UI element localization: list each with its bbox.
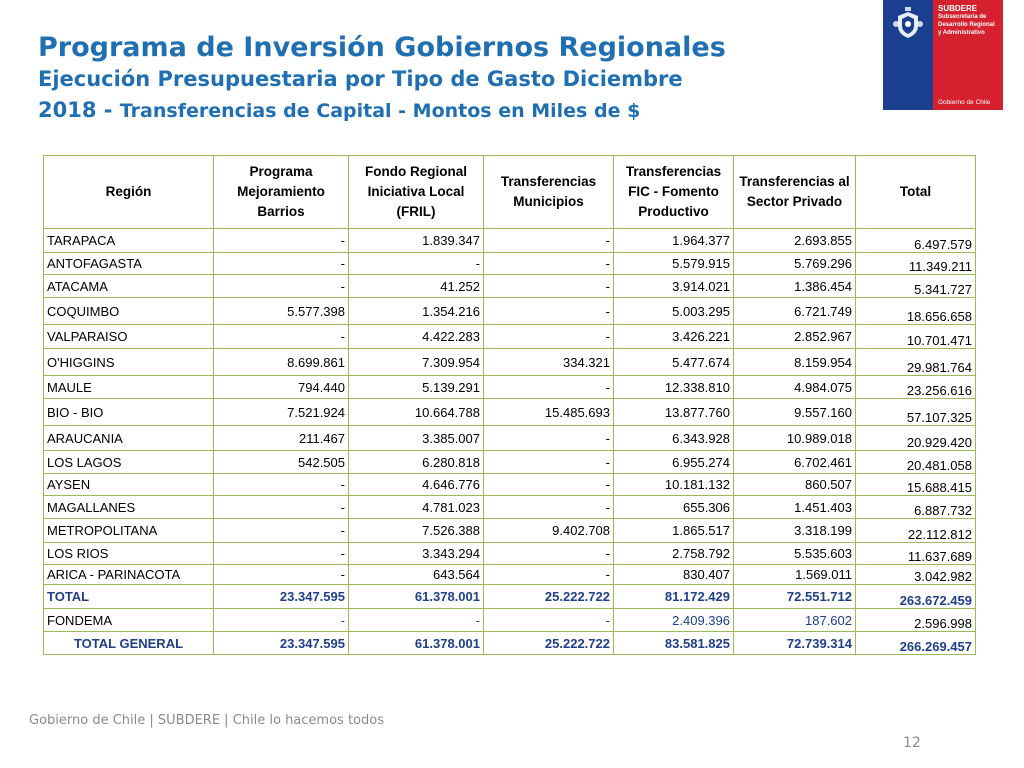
- value-cell: -: [214, 543, 349, 565]
- value-cell: 542.505: [214, 451, 349, 474]
- value-cell: 29.981.764: [856, 349, 976, 376]
- value-cell: 830.407: [614, 565, 734, 585]
- value-cell: 6.343.928: [614, 426, 734, 451]
- value-cell: 6.280.818: [349, 451, 484, 474]
- value-cell: -: [484, 426, 614, 451]
- value-cell: 5.535.603: [734, 543, 856, 565]
- value-cell: 22.112.812: [856, 519, 976, 543]
- region-cell: MAGALLANES: [44, 496, 214, 519]
- value-cell: 187.602: [734, 609, 856, 632]
- value-cell: 5.341.727: [856, 275, 976, 298]
- value-cell: 655.306: [614, 496, 734, 519]
- value-cell: 11.637.689: [856, 543, 976, 565]
- table-row: [44, 325, 976, 349]
- value-cell: 4.646.776: [349, 474, 484, 496]
- region-cell: ARICA - PARINACOTA: [44, 565, 214, 585]
- value-cell: 3.318.199: [734, 519, 856, 543]
- table-row: [44, 496, 976, 519]
- value-cell: -: [484, 496, 614, 519]
- value-cell: -: [214, 519, 349, 543]
- value-cell: 15.485.693: [484, 399, 614, 426]
- value-cell: 10.664.788: [349, 399, 484, 426]
- value-cell: -: [484, 474, 614, 496]
- value-cell: -: [349, 253, 484, 275]
- logo-org-block: [938, 4, 995, 37]
- value-cell: 23.256.616: [856, 376, 976, 399]
- value-cell: 266.269.457: [856, 632, 976, 655]
- fondema-row: [44, 609, 976, 632]
- col-header-region: Región: [44, 156, 214, 229]
- value-cell: 794.440: [214, 376, 349, 399]
- subdere-logo: [883, 0, 1003, 110]
- grand-total-row: [44, 632, 976, 655]
- footer-text: Gobierno de Chile | SUBDERE | Chile lo hacemos todos: [29, 713, 384, 728]
- value-cell: -: [484, 565, 614, 585]
- value-cell: 4.422.283: [349, 325, 484, 349]
- table-row: [44, 376, 976, 399]
- value-cell: 8.699.861: [214, 349, 349, 376]
- title-line-2: Ejecución Presupuestaria por Tipo de Gasto Diciembre: [38, 67, 683, 91]
- value-cell: 4.781.023: [349, 496, 484, 519]
- logo-gov-label: Gobierno de Chile: [938, 99, 991, 106]
- region-cell: BIO - BIO: [44, 399, 214, 426]
- value-cell: 25.222.722: [484, 585, 614, 609]
- value-cell: -: [484, 298, 614, 325]
- value-cell: 5.477.674: [614, 349, 734, 376]
- value-cell: 3.042.982: [856, 565, 976, 585]
- table-row: [44, 399, 976, 426]
- value-cell: 5.579.915: [614, 253, 734, 275]
- value-cell: 15.688.415: [856, 474, 976, 496]
- value-cell: -: [484, 376, 614, 399]
- value-cell: 1.839.347: [349, 229, 484, 253]
- table-body: [44, 229, 976, 655]
- col-header-fril: Fondo Regional Iniciativa Local (FRIL): [349, 156, 484, 229]
- total-row: [44, 585, 976, 609]
- logo-red-panel: [933, 0, 1003, 110]
- value-cell: 6.702.461: [734, 451, 856, 474]
- value-cell: -: [484, 325, 614, 349]
- title-line-1: Programa de Inversión Gobiernos Regionales: [38, 32, 726, 63]
- value-cell: 12.338.810: [614, 376, 734, 399]
- value-cell: 10.989.018: [734, 426, 856, 451]
- region-cell: LOS RIOS: [44, 543, 214, 565]
- value-cell: 57.107.325: [856, 399, 976, 426]
- value-cell: 2.758.792: [614, 543, 734, 565]
- region-cell: MAULE: [44, 376, 214, 399]
- value-cell: 3.426.221: [614, 325, 734, 349]
- table-row: [44, 253, 976, 275]
- title-line-3: [38, 96, 868, 126]
- logo-org-desc-1: Subsecretaría de: [938, 14, 987, 20]
- value-cell: 20.481.058: [856, 451, 976, 474]
- value-cell: 72.739.314: [734, 632, 856, 655]
- page-title: [38, 32, 868, 126]
- value-cell: 2.409.396: [614, 609, 734, 632]
- value-cell: 3.343.294: [349, 543, 484, 565]
- region-cell: ATACAMA: [44, 275, 214, 298]
- value-cell: 263.672.459: [856, 585, 976, 609]
- table-row: [44, 519, 976, 543]
- coat-of-arms-icon: [888, 4, 928, 44]
- value-cell: -: [214, 496, 349, 519]
- value-cell: -: [484, 543, 614, 565]
- value-cell: 8.159.954: [734, 349, 856, 376]
- value-cell: 25.222.722: [484, 632, 614, 655]
- value-cell: -: [484, 275, 614, 298]
- value-cell: 5.769.296: [734, 253, 856, 275]
- value-cell: -: [214, 229, 349, 253]
- title-subtitle: Transferencias de Capital - Montos en Miles de $: [119, 100, 641, 122]
- region-cell: TARAPACA: [44, 229, 214, 253]
- value-cell: 1.451.403: [734, 496, 856, 519]
- value-cell: 10.701.471: [856, 325, 976, 349]
- value-cell: 13.877.760: [614, 399, 734, 426]
- region-cell: ANTOFAGASTA: [44, 253, 214, 275]
- region-cell: TOTAL: [44, 585, 214, 609]
- region-cell: O'HIGGINS: [44, 349, 214, 376]
- value-cell: 20.929.420: [856, 426, 976, 451]
- value-cell: -: [484, 253, 614, 275]
- region-cell: FONDEMA: [44, 609, 214, 632]
- value-cell: 3.914.021: [614, 275, 734, 298]
- table-row: [44, 298, 976, 325]
- value-cell: 1.569.011: [734, 565, 856, 585]
- value-cell: -: [214, 609, 349, 632]
- value-cell: 1.386.454: [734, 275, 856, 298]
- value-cell: 6.497.579: [856, 229, 976, 253]
- logo-org-desc-2: Desarrollo Regional: [938, 22, 995, 28]
- logo-org-name: SUBDERE: [938, 4, 978, 13]
- value-cell: 41.252: [349, 275, 484, 298]
- value-cell: 3.385.007: [349, 426, 484, 451]
- value-cell: 1.964.377: [614, 229, 734, 253]
- table-row: [44, 349, 976, 376]
- value-cell: 61.378.001: [349, 632, 484, 655]
- value-cell: 4.984.075: [734, 376, 856, 399]
- table-row: [44, 474, 976, 496]
- value-cell: 1.865.517: [614, 519, 734, 543]
- region-cell: ARAUCANIA: [44, 426, 214, 451]
- value-cell: -: [484, 609, 614, 632]
- value-cell: 23.347.595: [214, 585, 349, 609]
- value-cell: 643.564: [349, 565, 484, 585]
- col-header-municipios: Transferencias Municipios: [484, 156, 614, 229]
- value-cell: 211.467: [214, 426, 349, 451]
- value-cell: 6.955.274: [614, 451, 734, 474]
- table-row: [44, 275, 976, 298]
- region-cell: METROPOLITANA: [44, 519, 214, 543]
- value-cell: 81.172.429: [614, 585, 734, 609]
- table-row: [44, 451, 976, 474]
- value-cell: 5.139.291: [349, 376, 484, 399]
- value-cell: 7.521.924: [214, 399, 349, 426]
- value-cell: 7.526.388: [349, 519, 484, 543]
- value-cell: 2.693.855: [734, 229, 856, 253]
- col-header-barrios: Programa Mejoramiento Barrios: [214, 156, 349, 229]
- logo-blue-panel: [883, 0, 933, 110]
- table-header-row: [44, 156, 976, 229]
- value-cell: -: [349, 609, 484, 632]
- value-cell: 860.507: [734, 474, 856, 496]
- page-number: 12: [903, 735, 921, 751]
- value-cell: 18.656.658: [856, 298, 976, 325]
- value-cell: 2.852.967: [734, 325, 856, 349]
- table-row: [44, 426, 976, 451]
- table-row: [44, 543, 976, 565]
- value-cell: 23.347.595: [214, 632, 349, 655]
- value-cell: 7.309.954: [349, 349, 484, 376]
- value-cell: 1.354.216: [349, 298, 484, 325]
- value-cell: 5.577.398: [214, 298, 349, 325]
- value-cell: 11.349.211: [856, 253, 976, 275]
- value-cell: 10.181.132: [614, 474, 734, 496]
- value-cell: 6.721.749: [734, 298, 856, 325]
- region-cell: AYSEN: [44, 474, 214, 496]
- budget-table: [43, 155, 976, 655]
- value-cell: 61.378.001: [349, 585, 484, 609]
- table-row: [44, 229, 976, 253]
- col-header-total: Total: [856, 156, 976, 229]
- title-year: 2018 -: [38, 98, 120, 122]
- table-row: [44, 565, 976, 585]
- value-cell: -: [214, 253, 349, 275]
- col-header-fic: Transferencias FIC - Fomento Productivo: [614, 156, 734, 229]
- value-cell: 9.402.708: [484, 519, 614, 543]
- value-cell: -: [214, 565, 349, 585]
- region-cell: COQUIMBO: [44, 298, 214, 325]
- value-cell: -: [214, 474, 349, 496]
- region-cell: VALPARAISO: [44, 325, 214, 349]
- value-cell: -: [484, 229, 614, 253]
- col-header-privado: Transferencias al Sector Privado: [734, 156, 856, 229]
- region-cell: LOS LAGOS: [44, 451, 214, 474]
- value-cell: 9.557.160: [734, 399, 856, 426]
- region-cell: TOTAL GENERAL: [44, 632, 214, 655]
- value-cell: 83.581.825: [614, 632, 734, 655]
- value-cell: 72.551.712: [734, 585, 856, 609]
- value-cell: -: [484, 451, 614, 474]
- value-cell: 6.887.732: [856, 496, 976, 519]
- logo-org-desc-3: y Administrativo: [938, 30, 985, 36]
- value-cell: 5.003.295: [614, 298, 734, 325]
- value-cell: 2.596.998: [856, 609, 976, 632]
- value-cell: -: [214, 325, 349, 349]
- value-cell: 334.321: [484, 349, 614, 376]
- value-cell: -: [214, 275, 349, 298]
